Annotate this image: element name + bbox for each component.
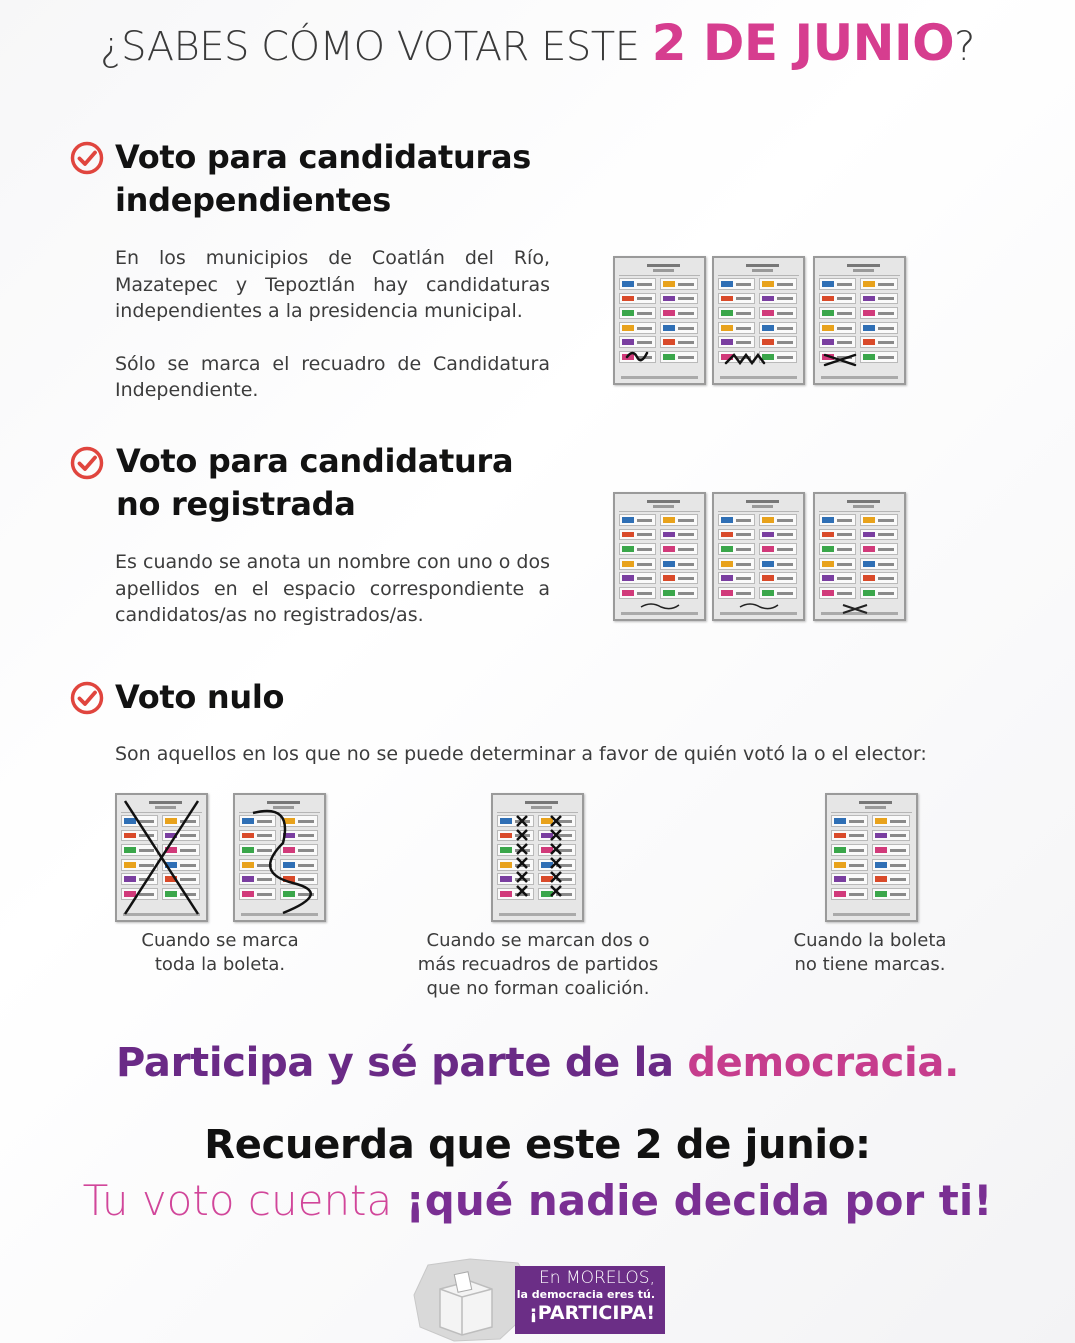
ballot-mark bbox=[813, 256, 906, 385]
slogan-recuerda: Recuerda que este 2 de junio: bbox=[204, 1122, 871, 1168]
null-case-caption: Cuando se marcan dos o más recuadros de partidos que no forman coalición. bbox=[417, 930, 659, 999]
check-circle-icon bbox=[70, 681, 104, 715]
ballot-image bbox=[233, 793, 326, 922]
slogan-participa bbox=[0, 1040, 1075, 1086]
null-case-caption: Cuando se marca toda la boleta. bbox=[141, 930, 299, 975]
logo-line: la democracia eres tú. bbox=[516, 1288, 655, 1301]
ballot-image bbox=[712, 256, 805, 385]
ballot-image bbox=[613, 492, 706, 621]
ballot-image bbox=[712, 492, 805, 621]
ballot-image bbox=[813, 256, 906, 385]
ballot-mark bbox=[491, 793, 584, 922]
title-suffix: ? bbox=[954, 24, 975, 70]
heading-line: Voto para candidaturas bbox=[115, 138, 532, 176]
paragraph: Sólo se marca el recuadro de Candidatura Independiente. bbox=[115, 352, 550, 401]
ballot-mark bbox=[613, 256, 706, 385]
ballot-image bbox=[115, 793, 208, 922]
section-independientes-heading bbox=[115, 136, 531, 222]
slogan-highlight: democracia. bbox=[687, 1040, 960, 1086]
heading-line: independientes bbox=[115, 181, 391, 219]
check-circle-icon bbox=[70, 141, 104, 175]
logo-line: ¡PARTICIPA! bbox=[529, 1302, 655, 1324]
slogan-tu-voto bbox=[0, 1176, 1075, 1225]
title-prefix: ¿SABES CÓMO VOTAR ESTE bbox=[100, 24, 652, 70]
paragraph: Son aquellos en los que no se puede determinar a favor de quién votó la o el elector: bbox=[115, 743, 927, 765]
section-no-registrada-text bbox=[115, 549, 550, 629]
heading-line: Voto nulo bbox=[115, 678, 285, 716]
ballot-image bbox=[813, 492, 906, 621]
logo-line: En MORELOS, bbox=[539, 1268, 655, 1288]
title-date: 2 DE JUNIO bbox=[651, 14, 955, 72]
section-nulo-heading bbox=[115, 676, 284, 719]
slogan-text: Participa y sé parte de la bbox=[115, 1040, 688, 1086]
ballot-mark bbox=[813, 492, 906, 621]
heading-line: no registrada bbox=[116, 485, 356, 523]
ballot-mark bbox=[712, 492, 805, 621]
slogan-highlight: ¡qué nadie decida por ti! bbox=[405, 1176, 993, 1225]
ballot-mark bbox=[613, 492, 706, 621]
ballot-mark bbox=[233, 793, 326, 922]
null-case-caption: Cuando la boleta no tiene marcas. bbox=[793, 930, 947, 975]
page-title bbox=[0, 14, 1075, 72]
ballot-image bbox=[491, 793, 584, 922]
section-no-registrada-heading bbox=[116, 440, 513, 526]
participa-logo bbox=[515, 1266, 665, 1334]
paragraph: En los municipios de Coatlán del Río, Mazatepec y Tepoztlán hay candidaturas independientes a la presidencia municipal. bbox=[115, 247, 550, 322]
heading-line: Voto para candidatura bbox=[116, 442, 514, 480]
section-independientes-text bbox=[115, 245, 550, 404]
ballot-mark bbox=[115, 793, 208, 922]
ballot-mark bbox=[712, 256, 805, 385]
ballot-image bbox=[825, 793, 918, 922]
check-circle-icon bbox=[70, 446, 104, 480]
slogan-text: Tu voto cuenta bbox=[82, 1176, 406, 1225]
paragraph: Es cuando se anota un nombre con uno o dos apellidos en el espacio correspondiente a candidatos/as no registrados/as. bbox=[115, 551, 550, 626]
ballot-image bbox=[613, 256, 706, 385]
section-nulo-text bbox=[115, 741, 1015, 768]
